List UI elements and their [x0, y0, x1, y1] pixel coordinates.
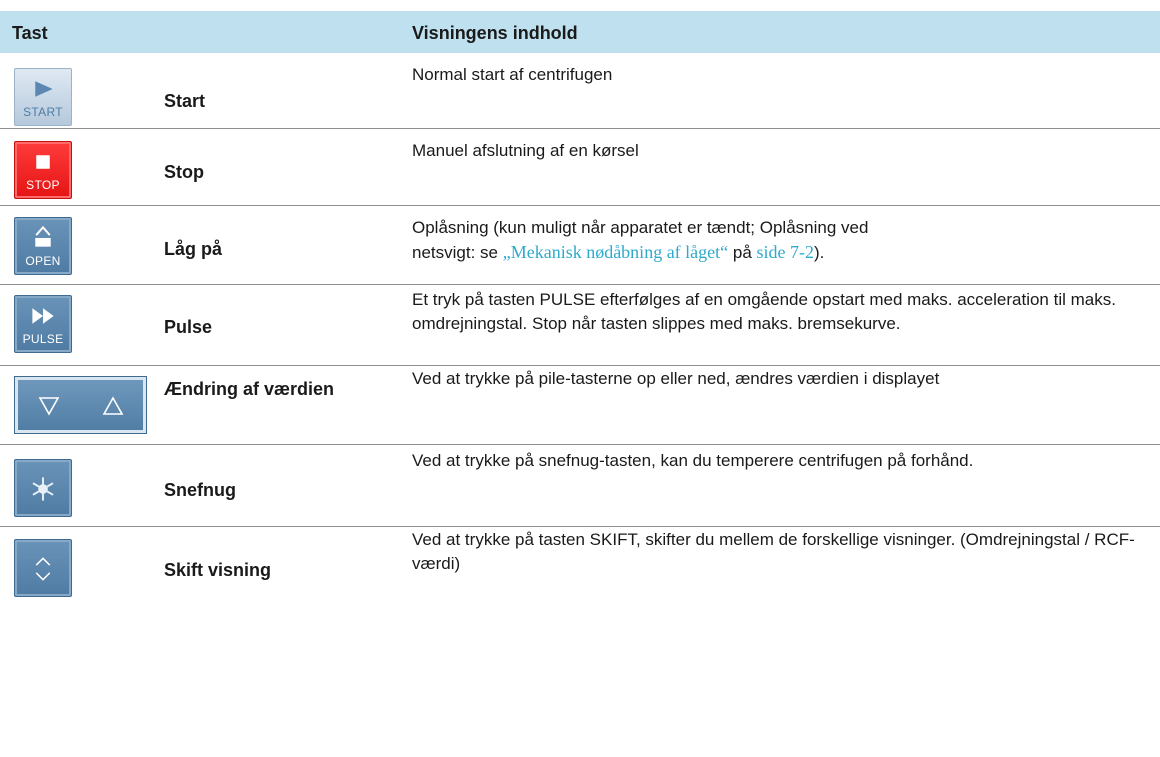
- stop-square-icon: [15, 151, 71, 173]
- table-header: [0, 11, 1160, 53]
- up-down-arrows-icon: [14, 376, 147, 434]
- key-description: Ved at trykke på tasten SKIFT, skifter du mellem de forskellige visninger. (Omdrejningstal / RCF- værdi): [412, 530, 1135, 573]
- open-button-image: [14, 217, 72, 275]
- open-key: [14, 217, 72, 275]
- pulse-key: [14, 295, 72, 353]
- description-text: Oplåsning (kun muligt når apparatet er tændt; Oplåsning ved netsvigt: se: [412, 218, 869, 262]
- up-arrow-icon: [101, 394, 125, 418]
- stop-key-caption: STOP: [26, 178, 60, 192]
- key-label: Pulse: [164, 317, 213, 337]
- key-label: Start: [164, 91, 206, 111]
- key-label: Ændring af værdien: [164, 379, 335, 399]
- start-button-image: [14, 68, 72, 126]
- fast-forward-icon: [15, 305, 71, 327]
- description-text: på: [728, 243, 757, 262]
- header-content-column: Visningens indhold: [412, 23, 578, 43]
- snowflake-key: [14, 459, 72, 517]
- header-key-column: Tast: [12, 23, 48, 43]
- key-description: Normal start af centrifugen: [412, 65, 613, 84]
- table-row-snowflake: [0, 445, 1160, 527]
- key-label: Stop: [164, 162, 204, 182]
- pulse-key-caption: PULSE: [22, 332, 64, 346]
- toggle-view-icon: [15, 549, 71, 589]
- key-description: Manuel afslutning af en kørsel: [412, 141, 639, 160]
- table-row-open: [0, 206, 1160, 285]
- key-label: Skift visning: [164, 560, 272, 580]
- table-row-toggle-view: [0, 527, 1160, 601]
- toggle-view-key: [14, 539, 72, 597]
- table-row-arrows: [0, 366, 1160, 445]
- description-text: ).: [814, 243, 825, 262]
- snowflake-button-image: [14, 459, 72, 517]
- stop-button-image: [14, 141, 72, 199]
- down-arrow-icon: [37, 394, 61, 418]
- snowflake-icon: [15, 469, 71, 509]
- pulse-button-image: [14, 295, 72, 353]
- stop-key: [14, 141, 72, 199]
- key-description: [412, 216, 932, 265]
- key-label: Snefnug: [164, 480, 236, 500]
- toggle-view-button-image: [14, 539, 72, 597]
- key-label: Låg på: [164, 239, 223, 259]
- start-key: [14, 68, 72, 126]
- page-reference-link[interactable]: side 7-2: [756, 242, 814, 262]
- table-row-pulse: [0, 285, 1160, 366]
- key-description: Ved at trykke på pile-tasterne op eller ned, ændres værdien i displayet: [412, 369, 940, 388]
- open-key-caption: OPEN: [25, 254, 61, 268]
- start-key-caption: START: [23, 105, 63, 119]
- table-row-stop: [0, 129, 1160, 206]
- table-row-start: [0, 53, 1160, 129]
- key-description: Ved at trykke på snefnug-tasten, kan du temperere centrifugen på forhånd.: [412, 451, 974, 470]
- cross-reference-link[interactable]: „Mekanisk nødåbning af låget“: [502, 242, 729, 262]
- arrows-key: [14, 376, 147, 434]
- key-description: Et tryk på tasten PULSE efterfølges af en omgående opstart med maks. acceleration til maks. omdrejningstal. Stop når tasten slippes med maks. bremsekurve.: [412, 290, 1116, 333]
- play-icon: [15, 78, 71, 100]
- lid-open-icon: [15, 224, 71, 250]
